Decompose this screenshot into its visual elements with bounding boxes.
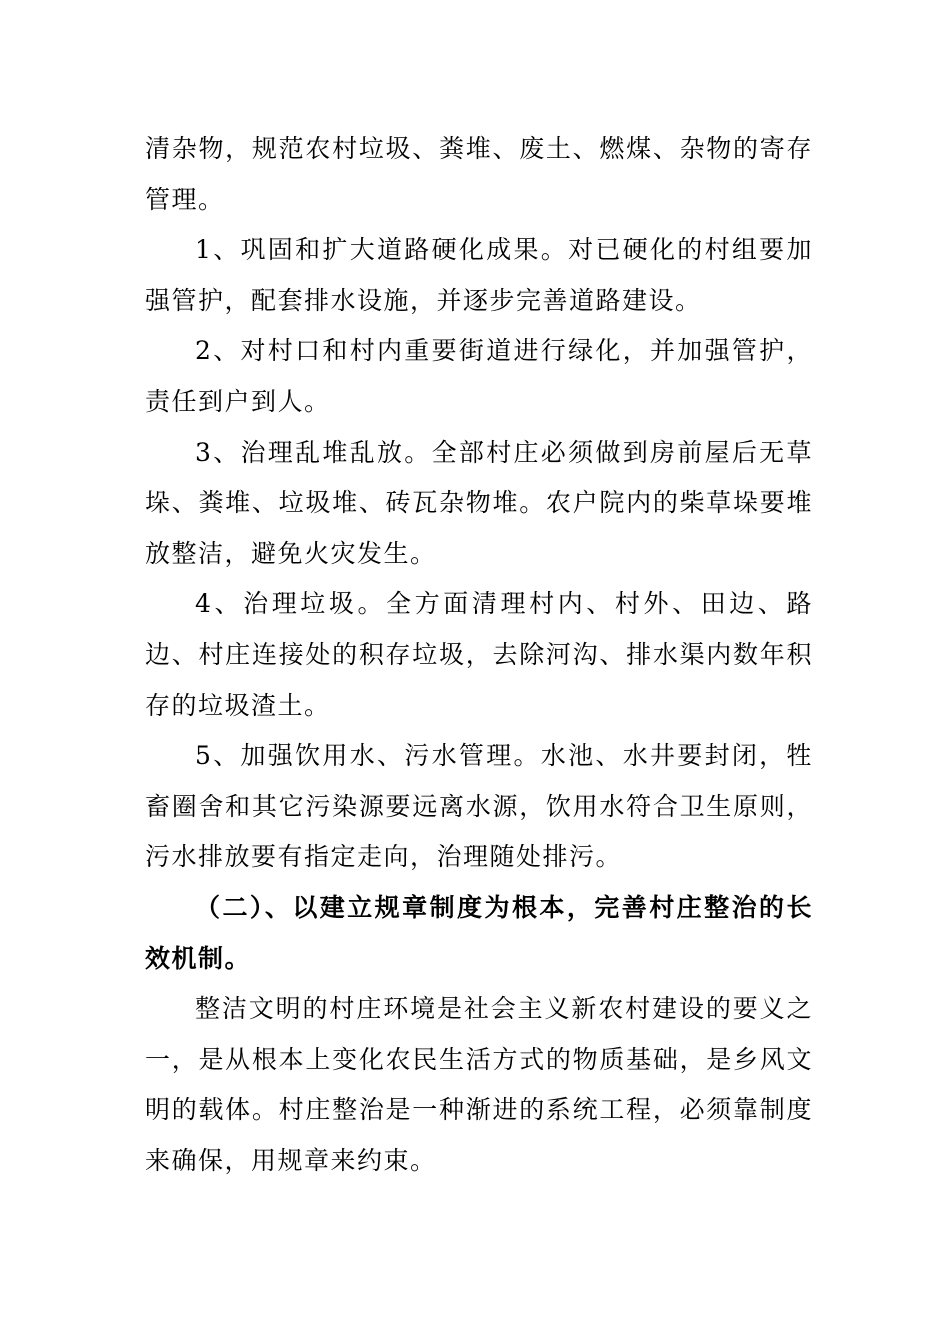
paragraph-item-1: 1、巩固和扩大道路硬化成果。对已硬化的村组要加强管护，配套排水设施，并逐步完善道路建设。 [145, 235, 813, 315]
paragraph-item-2: 2、对村口和村内重要街道进行绿化，并加强管护，责任到户到人。 [145, 336, 813, 416]
document-page [145, 124, 813, 1186]
paragraph-body: 整洁文明的村庄环境是社会主义新农村建设的要义之一，是从根本上变化农民生活方式的物质基础，是乡风文明的载体。村庄整治是一种渐进的系统工程，必须靠制度来确保，用规章来约束。 [145, 994, 813, 1175]
paragraph-continuation: 清杂物，规范农村垃圾、粪堆、废土、燃煤、杂物的寄存管理。 [145, 134, 813, 214]
section-heading: （二）、以建立规章制度为根本，完善村庄整治的长效机制。 [145, 892, 813, 973]
paragraph-item-4: 4、治理垃圾。全方面清理村内、村外、田边、路边、村庄连接处的积存垃圾，去除河沟、排水渠内数年积存的垃圾渣土。 [145, 589, 813, 720]
paragraph-item-3: 3、治理乱堆乱放。全部村庄必须做到房前屋后无草垛、粪堆、垃圾堆、砖瓦杂物堆。农户院内的柴草垛要堆放整洁，避免火灾发生。 [145, 437, 813, 568]
paragraph-item-5: 5、加强饮用水、污水管理。水池、水井要封闭，牲畜圈舍和其它污染源要远离水源，饮用水符合卫生原则，污水排放要有指定走向，治理随处排污。 [145, 741, 813, 872]
